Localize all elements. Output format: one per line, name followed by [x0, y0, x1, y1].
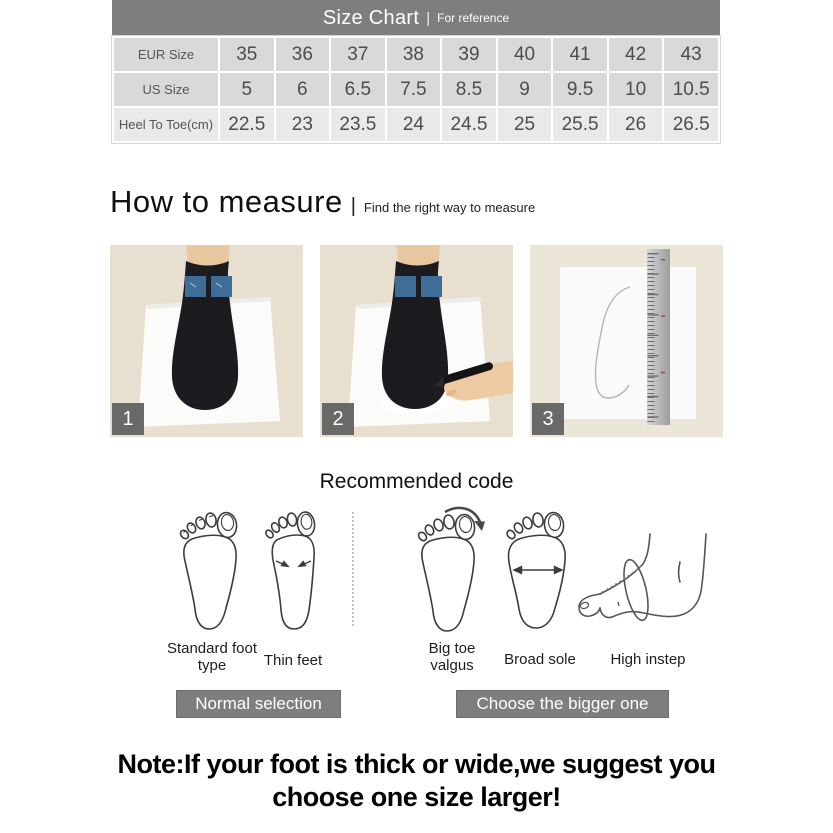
- standard-foot-label: Standard foot type: [166, 640, 258, 674]
- us-size-cell: 6.5: [331, 73, 385, 106]
- heel-toe-cell: 26: [609, 108, 663, 141]
- how-to-measure-separator: |: [350, 195, 356, 217]
- us-size-cell: 7.5: [387, 73, 441, 106]
- eur-size-cell: 42: [609, 38, 663, 71]
- measure-steps: [110, 245, 723, 437]
- heel-toe-cell: 23.5: [331, 108, 385, 141]
- thin-feet-label: Thin feet: [263, 652, 323, 669]
- recommended-code-title: Recommended code: [319, 470, 514, 493]
- us-size-cell: 6: [276, 73, 330, 106]
- us-size-cell: 10: [609, 73, 663, 106]
- step-1-photo: [110, 245, 303, 437]
- table-row-us: [114, 73, 718, 106]
- row-label-heel-toe: Heel To Toe(cm): [114, 108, 218, 141]
- size-note: [0, 748, 833, 814]
- broad-sole-diagram: [502, 508, 574, 632]
- heel-toe-cell: 23: [276, 108, 330, 141]
- eur-size-cell: 40: [498, 38, 552, 71]
- step-number-badge: 2: [322, 403, 354, 435]
- us-size-cell: 9: [498, 73, 552, 106]
- eur-size-cell: 35: [220, 38, 274, 71]
- size-note-line-2: choose one size larger!: [272, 782, 561, 812]
- table-row-eur: [114, 38, 718, 71]
- standard-foot-diagram: [176, 508, 248, 632]
- step-number-badge: 1: [112, 403, 144, 435]
- heel-toe-cell: 22.5: [220, 108, 274, 141]
- how-to-measure-header: [110, 184, 535, 220]
- size-chart-subtitle: For reference: [437, 11, 510, 25]
- row-label-eur: EUR Size: [114, 38, 218, 71]
- eur-size-cell: 38: [387, 38, 441, 71]
- eur-size-cell: 39: [442, 38, 496, 71]
- heel-toe-cell: 26.5: [664, 108, 718, 141]
- step-2-photo: [320, 245, 513, 437]
- how-to-measure-title: How to measure: [110, 184, 343, 219]
- heel-toe-cell: 25.5: [553, 108, 607, 141]
- us-size-cell: 5: [220, 73, 274, 106]
- heel-toe-cell: 24: [387, 108, 441, 141]
- us-size-cell: 10.5: [664, 73, 718, 106]
- high-instep-label: High instep: [610, 651, 686, 668]
- size-chart-header: [112, 0, 720, 36]
- size-chart-table: [112, 36, 720, 143]
- big-toe-valgus-label: Big toe valgus: [428, 640, 476, 674]
- step-3-photo: [530, 245, 723, 437]
- heel-toe-cell: 24.5: [442, 108, 496, 141]
- size-chart-separator: |: [426, 9, 431, 27]
- big-toe-valgus-diagram: [411, 504, 489, 632]
- choose-bigger-one-banner: Choose the bigger one: [456, 690, 669, 718]
- how-to-measure-subtitle: Find the right way to measure: [363, 200, 536, 215]
- normal-selection-banner: Normal selection: [176, 690, 341, 718]
- size-chart-title: Size Chart: [322, 6, 420, 29]
- step-number-badge: 3: [532, 403, 564, 435]
- us-size-cell: 8.5: [442, 73, 496, 106]
- size-note-line-1: Note:If your foot is thick or wide,we suggest you: [117, 749, 716, 779]
- thin-feet-diagram: [263, 508, 325, 632]
- heel-toe-cell: 25: [498, 108, 552, 141]
- high-instep-diagram: [572, 532, 712, 632]
- eur-size-cell: 36: [276, 38, 330, 71]
- eur-size-cell: 41: [553, 38, 607, 71]
- broad-sole-label: Broad sole: [504, 651, 576, 668]
- row-label-us: US Size: [114, 73, 218, 106]
- table-row-heel-toe: [114, 108, 718, 141]
- eur-size-cell: 37: [331, 38, 385, 71]
- dotted-divider: [352, 512, 354, 626]
- eur-size-cell: 43: [664, 38, 718, 71]
- us-size-cell: 9.5: [553, 73, 607, 106]
